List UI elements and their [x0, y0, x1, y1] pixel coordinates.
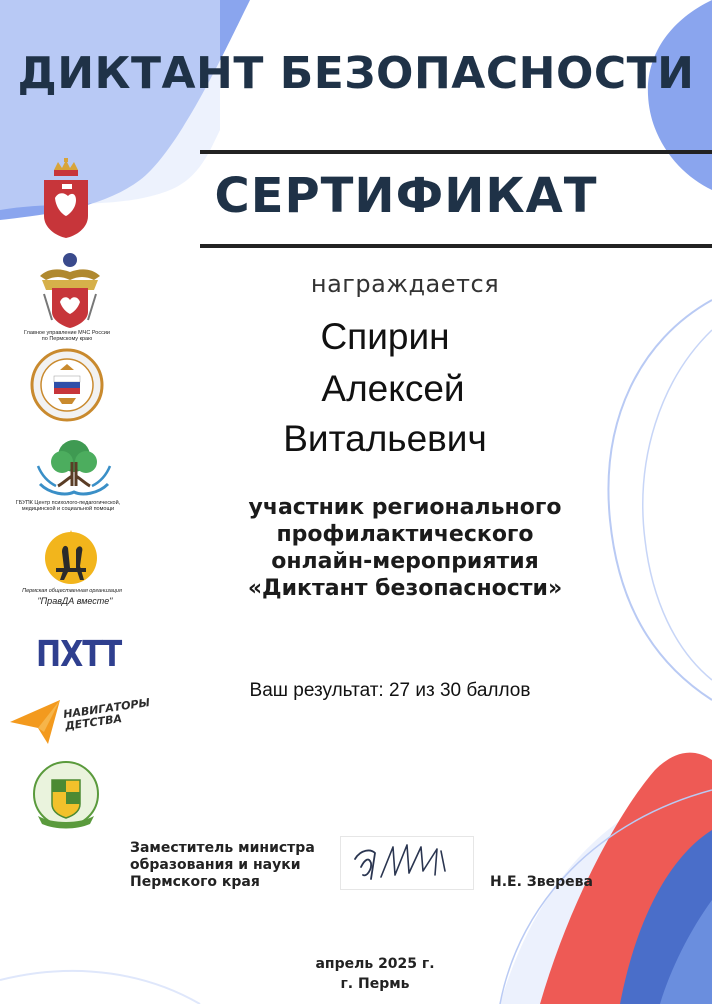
top-rule [200, 150, 712, 154]
tree-hands-logo-icon [36, 436, 112, 498]
description-line: профилактического [276, 522, 534, 547]
description-line: онлайн-мероприятия [271, 549, 539, 574]
signer-position [130, 840, 350, 891]
pravda-vmeste-logo-icon [40, 528, 102, 586]
top-left-light-blob [0, 0, 220, 210]
bottom-rule [200, 244, 712, 248]
pkhtt-logo-icon [36, 632, 122, 678]
navigatory-text: НАВИГАТОРЫ ДЕТСТВА [62, 696, 151, 733]
pravda-caption: Пермская общественная организация [22, 588, 122, 594]
state-inspection-emblem-icon [30, 348, 104, 422]
perm-krai-coat-of-arms-icon [40, 156, 92, 240]
right-arc-1 [608, 300, 712, 700]
issue-date: апрель 2025 г. [315, 956, 435, 972]
pkhtt-text: ПХТТ [36, 633, 122, 676]
issue-city: г. Пермь [340, 976, 410, 992]
right-arc-2 [643, 330, 712, 680]
handwritten-signature-icon [341, 837, 473, 889]
signer-name: Н.Е. Зверева [490, 874, 593, 890]
result-score: Ваш результат: 27 из 30 баллов [249, 680, 531, 701]
event-title: ДИКТАНТ БЕЗОПАСНОСТИ [17, 48, 695, 99]
bottom-left-arc [0, 971, 200, 1004]
gbupk-caption: ГБУПК Центр психолого-педагогической, медицинской и социальной помощи [15, 500, 121, 512]
recipient-patronymic: Витальевич [283, 418, 487, 459]
participation-description [190, 494, 620, 602]
position-line: Пермского края [130, 874, 260, 890]
position-line: образования и науки [130, 857, 301, 873]
navigatory-detstva-logo-icon [8, 694, 151, 748]
document-title: СЕРТИФИКАТ [214, 168, 598, 224]
position-line: Заместитель министра [130, 840, 315, 856]
recipient-surname: Спирин [320, 316, 450, 357]
mchs-caption: Главное управление МЧС России по Пермскому краю [24, 330, 110, 342]
signature-box [340, 836, 474, 890]
recipient-first-name: Алексей [321, 368, 465, 409]
pravda-name: "ПравДА вместе" [37, 596, 113, 606]
awarded-label: награждается [310, 270, 500, 298]
mchs-emblem-icon [34, 250, 106, 330]
eco-center-logo-icon [28, 760, 104, 830]
description-line: участник регионального [248, 495, 562, 520]
description-line: «Диктант безопасности» [247, 576, 563, 601]
